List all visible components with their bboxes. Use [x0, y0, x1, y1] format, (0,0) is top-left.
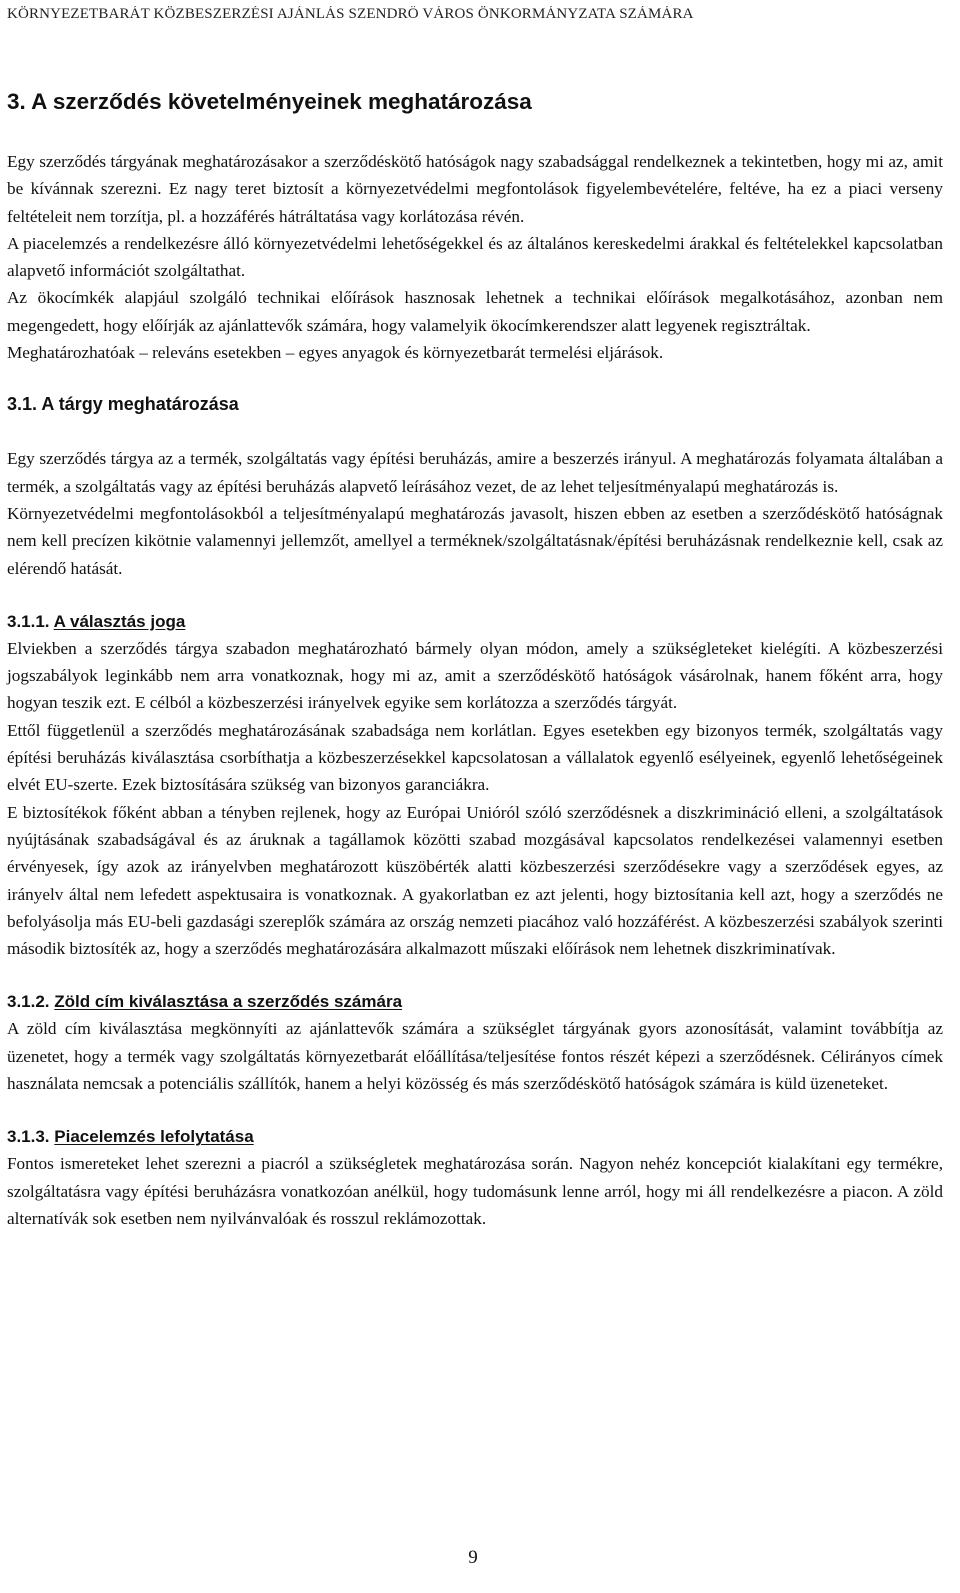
paragraph: Az ökocímkék alapjául szolgáló technikai előírások hasznosak lehetnek a technikai előírások megalkotásához, azonban nem megengedett, hogy előírják az ajánlattevők számára, hogy valamelyik ökocímkerendszer alatt legyenek regisztráltak.	[7, 288, 943, 335]
paragraph: Környezetvédelmi megfontolásokból a teljesítményalapú meghatározás javasolt, hiszen ebben az esetben a szerződéskötő hatóságnak nem kell precízen kikötnie valamennyi jellemzőt, amellyel a terméknek/szolgáltatásnak/építési beruházásnak rendelkeznie kell, csak az elérendő hatását.	[7, 503, 943, 578]
paragraph: Ettől függetlenül a szerződés meghatározásának szabadsága nem korlátlan. Egyes esetekben egy bizonyos termék, szolgáltatás vagy építési beruházás kiválasztása csorbíthatja a közbeszerzésekkel kapcsolatosan a vállalatok egyenlő esélyeinek, egyenlő lehetőségeinek elvét EU-szerte. Ezek biztosítására szükség van bizonyos garanciákra.	[7, 720, 943, 795]
section-3-body	[7, 148, 943, 366]
paragraph: Elviekben a szerződés tárgya szabadon meghatározható bármely olyan módon, amely a szükségleteket kielégíti. A közbeszerzési jogszabályok leginkább nem arra vonatkoznak, hogy mi az, amit a szerződéskötő hatóságok vásárolnak, hanem főként arra, hogy hogyan teszik ezt. E célból a közbeszerzési irányelvek egyike sem korlátozza a szerződés tárgyát.	[7, 638, 943, 713]
section-3-1-1-body	[7, 635, 943, 963]
section-3-heading: 3. A szerződés követelményeinek meghatározása	[7, 89, 532, 114]
section-title: Zöld cím kiválasztása a szerződés számára	[54, 992, 403, 1012]
section-number: 3.1.2.	[7, 992, 50, 1012]
section-3-1-body	[7, 445, 943, 581]
paragraph: E biztosítékok főként abban a tényben rejlenek, hogy az Európai Unióról szóló szerződésnek a diszkrimináció elleni, a szolgáltatások nyújtásának szabadságával és az áruknak a tagállamok közötti szabad mozgásával kapcsolatos rendelkezései valamennyi esetben érvényesek, így azok az irányelvben meghatározott küszöbérték alatti közbeszerzési szerződésekre vagy a szerződések egyes, az irányelv által nem lefedett aspektusaira is vonatkoznak. A gyakorlatban ez azt jelenti, hogy biztosítania kell azt, hogy a szerződés ne befolyásolja más EU-beli gazdasági szereplők számára az ország nemzeti piacához való hozzáférést. A közbeszerzési szabályok szerinti második biztosíték az, hogy a szerződés meghatározására alkalmazott műszaki előírások nem lehetnek diszkriminatívak.	[7, 802, 943, 959]
running-header: KÖRNYEZETBARÁT KÖZBESZERZÉSI AJÁNLÁS SZENDRŐ VÁROS ÖNKORMÁNYZATA SZÁMÁRA	[7, 6, 694, 22]
paragraph: Egy szerződés tárgya az a termék, szolgáltatás vagy építési beruházás, amire a beszerzés irányul. A meghatározás folyamata általában a termék, a szolgáltatás vagy az építési beruházás alapvető leírásához vezet, de az lehet teljesítményalapú meghatározás is.	[7, 449, 943, 496]
section-3-1-heading	[7, 392, 943, 416]
section-number: 3.1.	[7, 394, 38, 415]
document-page	[7, 0, 943, 1232]
paragraph: A zöld cím kiválasztása megkönnyíti az ajánlattevők számára a szükséglet tárgyának gyors azonosítását, valamint továbbítja az üzenetet, hogy a termék vagy szolgáltatás környezetbarát előállítása/teljesítése fontos részét képezi a szerződésnek. Célirányos címek használata nemcsak a potenciális szállítók, hanem a helyi közösség és más szerződéskötő hatóságok számára is küld üzeneteket.	[7, 1019, 943, 1094]
section-3-1-3-body	[7, 1150, 943, 1232]
paragraph: Fontos ismereteket lehet szerezni a piacról a szükségletek meghatározása során. Nagyon nehéz koncepciót kialakítani egy termékre, szolgáltatásra vagy építési beruházásra vonatkozóan anélkül, hogy tudomásunk lenne arról, hogy mi áll rendelkezésre a piacon. A zöld alternatívák sok esetben nem nyilvánvalóak és rosszul reklámozottak.	[7, 1154, 943, 1228]
section-3-1-2-heading	[7, 988, 943, 1015]
section-title: A tárgy meghatározása	[41, 394, 239, 415]
paragraph: A piacelemzés a rendelkezésre álló környezetvédelmi lehetőségekkel és az általános kereskedelmi árakkal és feltételekkel kapcsolatban alapvető információt szolgáltathat.	[7, 233, 943, 281]
section-3-1-3-heading	[7, 1123, 943, 1150]
section-3-1-1-heading	[7, 608, 943, 635]
paragraph: Meghatározhatóak – releváns esetekben – egyes anyagok és környezetbarát termelési eljárások.	[7, 343, 664, 363]
section-title: A választás joga	[53, 611, 186, 631]
section-number: 3.1.3.	[7, 1127, 50, 1147]
section-number: 3.1.1.	[7, 611, 50, 631]
section-title: Piacelemzés lefolytatása	[54, 1127, 254, 1147]
paragraph: Egy szerződés tárgyának meghatározásakor a szerződéskötő hatóságok nagy szabadsággal rendelkeznek a tekintetben, hogy mi az, amit be kívánnak szerezni. Ez nagy teret biztosít a környezetvédelmi megfontolások figyelembevételére, feltéve, ha ez a piaci verseny feltételeit nem torzítja, pl. a hozzáférés hátráltatása vagy korlátozása révén.	[7, 152, 943, 226]
page-number: 9	[468, 1547, 478, 1568]
section-3-1-2-body	[7, 1015, 943, 1097]
